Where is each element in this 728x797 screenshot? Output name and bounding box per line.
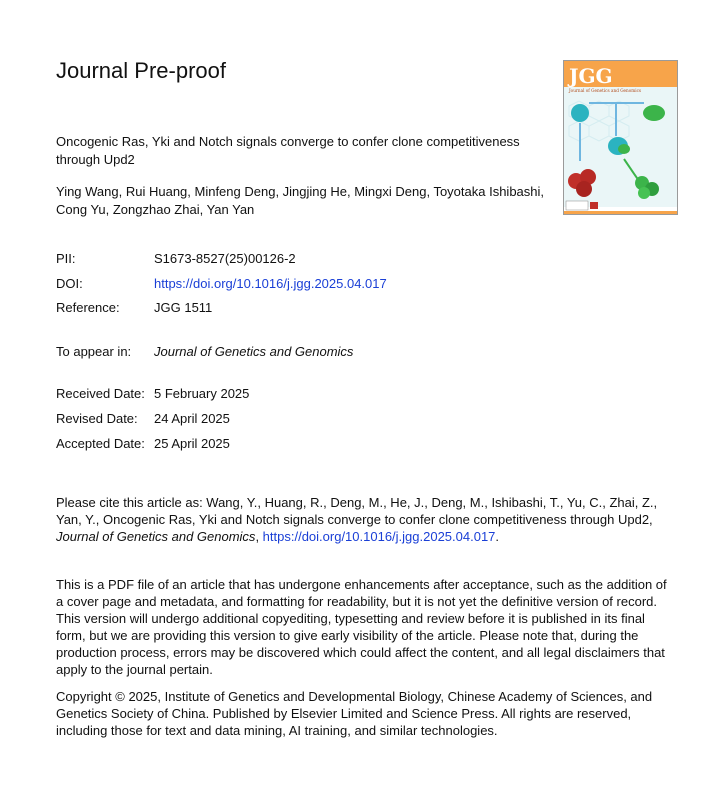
citation-separator: ,	[255, 529, 263, 544]
meta-value-accepted: 25 April 2025	[154, 436, 230, 451]
meta-value-reference: JGG 1511	[154, 300, 213, 315]
doi-link[interactable]: https://doi.org/10.1016/j.jgg.2025.04.017	[154, 276, 387, 291]
page-header-title: Journal Pre-proof	[56, 58, 226, 83]
disclaimer-paragraph: This is a PDF file of an article that has undergone enhancements after acceptance, such as the addition of a cover page and metadata, and formatting for readability, but it is not yet the definitive version of record. This version will undergo additional copyediting, typesetting and review before it is published in its final form, but we are providing this version to give early visibility of the article. Please note that, during the production process, errors may be discovered which could affect the content, and all legal disclaimers that apply to the journal pertain.	[56, 577, 667, 677]
copyright-paragraph: Copyright © 2025, Institute of Genetics and Developmental Biology, Chinese Academy of Sciences, and Genetics Society of China. Published by Elsevier Limited and Science Press. All rights are reserved, including those for text and data mining, AI training, and similar technologies.	[56, 689, 653, 738]
cover-journal-abbrev: JGG	[569, 64, 613, 88]
meta-label: Revised Date:	[56, 411, 138, 426]
citation-text: Please cite this article as: Wang, Y., Huang, R., Deng, M., He, J., Deng, M., Ishibashi, T., Yu, C., Zhai, Z., Yan, Y., Oncogenic Ras, Yki and Notch signals converge to confer clone competitiveness through Upd2,	[56, 495, 658, 527]
meta-label: Accepted Date:	[56, 436, 145, 451]
citation-paragraph	[56, 494, 676, 545]
meta-label: DOI:	[56, 276, 83, 291]
cover-illustration	[564, 61, 677, 214]
article-authors: Ying Wang, Rui Huang, Minfeng Deng, Jingjing He, Mingxi Deng, Toyotaka Ishibashi, Cong Yu, Zongzhao Zhai, Yan Yan	[56, 184, 545, 217]
meta-label: Received Date:	[56, 386, 145, 401]
citation-doi-link[interactable]: https://doi.org/10.1016/j.jgg.2025.04.017	[262, 529, 496, 544]
meta-value-revised: 24 April 2025	[154, 411, 230, 426]
meta-value-journal: Journal of Genetics and Genomics	[154, 344, 354, 359]
article-title: Oncogenic Ras, Yki and Notch signals converge to confer clone competitiveness through Upd2	[56, 134, 520, 167]
journal-cover-image	[563, 60, 678, 215]
meta-value-received: 5 February 2025	[154, 386, 250, 401]
meta-label: Reference:	[56, 300, 120, 315]
cover-journal-name: Journal of Genetics and Genomics	[569, 88, 642, 93]
citation-suffix: .	[495, 529, 500, 544]
meta-value-pii: S1673-8527(25)00126-2	[154, 251, 296, 266]
citation-journal: Journal of Genetics and Genomics	[56, 529, 256, 544]
meta-label: PII:	[56, 251, 76, 266]
meta-label: To appear in:	[56, 344, 132, 359]
